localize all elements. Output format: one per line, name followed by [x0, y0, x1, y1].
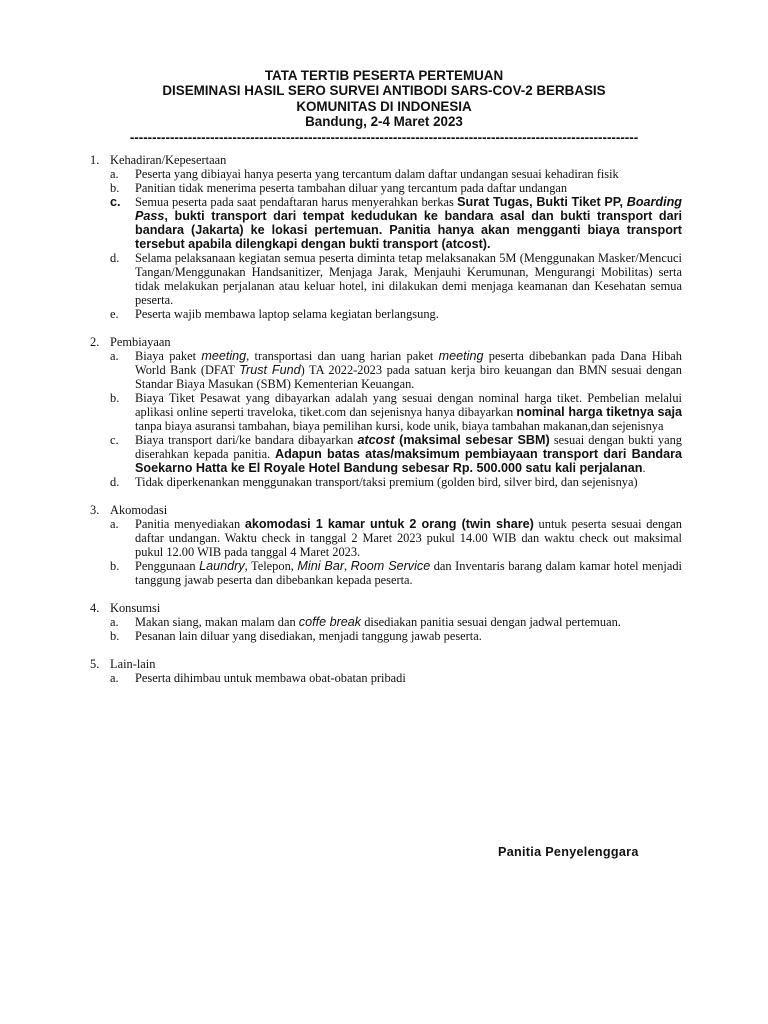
list-item	[110, 559, 682, 587]
item-text: Peserta yang dibiayai hanya peserta yang tercantum dalam daftar undangan sesuai kehadiran fisik	[135, 167, 619, 181]
item-letter: a.	[110, 615, 119, 629]
list-item	[110, 181, 682, 195]
item-letter: c.	[110, 433, 119, 447]
list-item	[110, 349, 682, 391]
item-text: Panitia menyediakan akomodasi 1 kamar untuk 2 orang (twin share) untuk peserta sesuai dengan daftar undangan. Waktu check in tanggal 2 Maret 2023 pukul 14.00 WIB dan waktu check out maksimal pukul 12.00 WIB pada tanggal 4 Maret 2023.	[135, 517, 682, 559]
section-title: Lain-lain	[110, 657, 156, 671]
list-item	[110, 615, 682, 629]
document-header	[100, 68, 668, 145]
item-letter: b.	[110, 181, 120, 195]
item-letter: a.	[110, 517, 119, 531]
section-number: 3.	[90, 503, 100, 517]
header-divider: ------------------------------------------------------------------------------------------------------------------	[129, 129, 639, 145]
item-text: Biaya transport dari/ke bandara dibayarkan atcost (maksimal sebesar SBM) sesuai dengan bukti yang diserahkan kepada panitia. Adapun batas atas/maksimum pembiayaan transport dari Bandara Soekarno Hatta ke El Royale Hotel Bandung sebesar Rp. 500.000 satu kali perjalanan.	[135, 433, 682, 475]
item-text: Peserta wajib membawa laptop selama kegiatan berlangsung.	[135, 307, 439, 321]
title-line-3: KOMUNITAS DI INDONESIA	[296, 98, 472, 114]
section-number: 4.	[90, 601, 100, 615]
list-item	[110, 475, 682, 489]
list-item	[110, 433, 682, 475]
section-kehadiran	[90, 153, 682, 321]
list-item	[110, 195, 682, 251]
item-text: Peserta dihimbau untuk membawa obat-obatan pribadi	[135, 671, 406, 685]
item-text: Semua peserta pada saat pendaftaran harus menyerahkan berkas Surat Tugas, Bukti Tiket PP, Boarding Pass, bukti transport dari tempat kedudukan ke bandara asal dan bukti transport dari bandara (Jakarta) ke lokasi pertemuan. Panitia hanya akan mengganti biaya transport tersebut apabila dilengkapi dengan bukti transport (atcost).	[135, 195, 682, 251]
item-letter: e.	[110, 307, 119, 321]
section-lain-lain	[90, 657, 682, 685]
list-item	[110, 391, 682, 433]
list-item	[110, 629, 682, 643]
item-letter: b.	[110, 391, 120, 405]
section-title: Kehadiran/Kepesertaan	[110, 153, 227, 167]
item-letter: a.	[110, 167, 119, 181]
title-date: Bandung, 2-4 Maret 2023	[305, 114, 463, 130]
title-line-1: TATA TERTIB PESERTA PERTEMUAN	[264, 68, 504, 83]
item-letter: a.	[110, 671, 119, 685]
item-letter: b.	[110, 629, 120, 643]
section-number: 1.	[90, 153, 100, 167]
rules-list	[90, 153, 682, 699]
list-item	[110, 167, 682, 181]
title-line-2: DISEMINASI HASIL SERO SURVEI ANTIBODI SARS-COV-2 BERBASIS	[162, 83, 606, 99]
item-letter: d.	[110, 475, 120, 489]
section-akomodasi	[90, 503, 682, 587]
item-letter: b.	[110, 559, 120, 573]
list-item	[110, 251, 682, 307]
list-item	[110, 671, 682, 685]
section-number: 2.	[90, 335, 100, 349]
list-item	[110, 307, 682, 321]
item-letter: c.	[110, 195, 121, 209]
item-text: Biaya Tiket Pesawat yang dibayarkan adalah yang sesuai dengan nominal harga tiket. Pembelian melalui aplikasi online seperti traveloka, tiket.com dan sejenisnya hanya dibayarkan nominal harga tiketnya saja tanpa biaya asuransi tambahan, biaya pemilihan kursi, kode unik, biaya tambahan makanan,dan sejenisnya	[135, 391, 682, 433]
item-letter: a.	[110, 349, 119, 363]
signature-committee: Panitia Penyelenggara	[498, 845, 639, 859]
section-title: Konsumsi	[110, 601, 161, 615]
item-text: Tidak diperkenankan menggunakan transport/taksi premium (golden bird, silver bird, dan sejenisnya)	[135, 475, 638, 489]
item-text: Makan siang, makan malam dan coffe break disediakan panitia sesuai dengan jadwal pertemuan.	[135, 615, 621, 629]
section-title: Pembiayaan	[110, 335, 171, 349]
item-text: Penggunaan Laundry, Telepon, Mini Bar, Room Service dan Inventaris barang dalam kamar hotel menjadi tanggung jawab peserta dan dibebankan kepada peserta.	[135, 559, 682, 587]
section-konsumsi	[90, 601, 682, 643]
list-item	[110, 517, 682, 559]
section-title: Akomodasi	[110, 503, 168, 517]
item-text: Biaya paket meeting, transportasi dan uang harian paket meeting peserta dibebankan pada Dana Hibah World Bank (DFAT Trust Fund) TA 2022-2023 pada satuan kerja biro keuangan dan BMN sesuai dengan Standar Biaya Masukan (SBM) Kementerian Keuangan.	[135, 349, 682, 391]
item-text: Selama pelaksanaan kegiatan semua peserta diminta tetap melaksanakan 5M (Menggunakan Masker/Mencuci Tangan/Menggunakan Handsanitizer, Menjaga Jarak, Menjauhi Kerumunan, Mengurangi Mobilitas) serta tidak melakukan perjalanan atau keluar hotel, ini dilakukan demi menjaga keamanan dan Kesehatan semua peserta.	[135, 251, 682, 307]
section-pembiayaan	[90, 335, 682, 489]
item-text: Pesanan lain diluar yang disediakan, menjadi tanggung jawab peserta.	[135, 629, 482, 643]
item-letter: d.	[110, 251, 120, 265]
section-number: 5.	[90, 657, 100, 671]
item-text: Panitian tidak menerima peserta tambahan diluar yang tercantum pada daftar undangan	[135, 181, 568, 195]
